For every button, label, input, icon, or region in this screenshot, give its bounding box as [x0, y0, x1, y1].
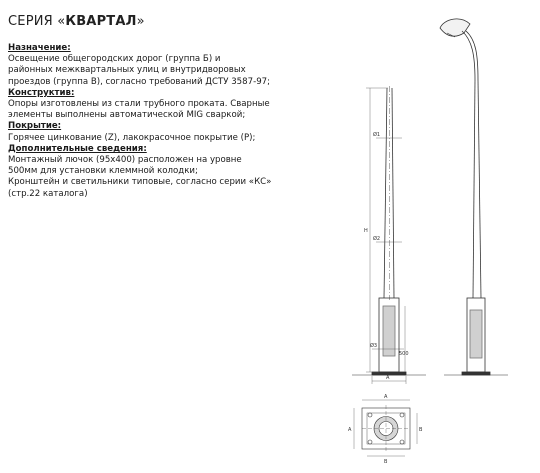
dim-diameter-2-label: Ø2 [373, 236, 381, 242]
section-line: Кронштейн и светильники типовые, согласно серии «КС» [8, 177, 272, 188]
series-name: КВАРТАЛ [65, 14, 137, 29]
section-heading: Покрытие: [8, 121, 62, 132]
pole-side-view [440, 19, 508, 375]
dim-plan-b-bottom-label: B [384, 459, 388, 465]
section-line: проездов (группа В), согласно требований ДСТУ 3587-97; [8, 76, 271, 87]
dim-plan-a-top-label: A [384, 394, 388, 400]
section-line: 500мм для установки клеммной колодки; [8, 166, 198, 177]
section-line: Опоры изготовлены из стали трубного проката. Сварные [8, 99, 270, 110]
series-title: СЕРИЯ «КВАРТАЛ» [8, 14, 145, 29]
dim-plan-b-right-label: B [419, 427, 423, 433]
section-heading: Конструктив: [8, 87, 75, 98]
section-line: элементы выполнены автоматической MIG сваркой; [8, 110, 246, 121]
dim-diameter-1-label: Ø1 [373, 132, 381, 138]
section-line: Горячее цинкование (Z), лакокрасочное покрытие (P); [8, 132, 256, 143]
base-plate-plan [362, 405, 410, 452]
section-line: (стр.22 каталога) [8, 188, 88, 199]
dim-base-a-label: A [386, 375, 390, 381]
section-line: Освещение общегородских дорог (группа Б) и [8, 54, 221, 65]
section-line: районных межквартальных улиц и внутридворовых [8, 65, 246, 76]
section-heading: Дополнительные сведения: [8, 143, 147, 154]
dim-500-label: 500 [399, 351, 409, 357]
dim-plan-a-left-label: A [348, 427, 352, 433]
dim-height-label: H [364, 228, 368, 234]
section-line: Монтажный лючок (95х400) расположен на уровне [8, 155, 242, 166]
section-heading: Назначение: [8, 43, 71, 53]
dim-diameter-3-label: Ø3 [370, 343, 378, 349]
